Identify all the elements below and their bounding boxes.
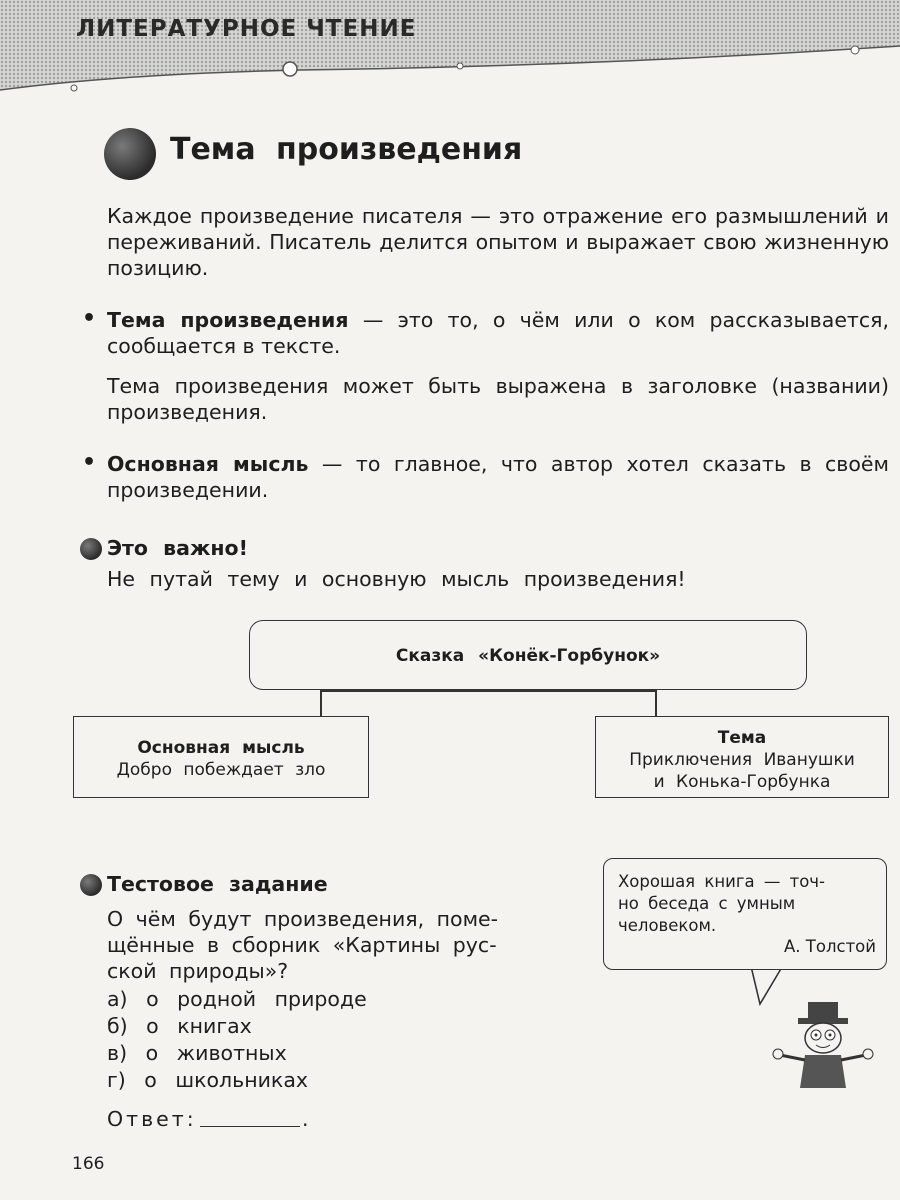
quote-author: А. Толстой	[784, 937, 876, 956]
quote-line: человеком.	[618, 916, 717, 935]
answer-field[interactable]	[200, 1126, 300, 1127]
answer-end: .	[302, 1107, 309, 1131]
diagram-main-idea-box	[73, 716, 369, 798]
test-question-line: ской природы»?	[107, 959, 289, 983]
answer-label: Ответ:	[107, 1107, 197, 1131]
definition-term: Основная мысль	[107, 452, 309, 476]
section-title: Тема произведения	[170, 132, 523, 167]
bullet-dot-icon: •	[82, 450, 97, 475]
diagram-root-label: Сказка «Конёк-Горбунок»	[395, 646, 661, 666]
diagram-connector	[320, 690, 656, 692]
diagram-main-idea-label: Основная мысль	[137, 738, 305, 758]
important-text: Не путай тему и основную мысль произведения!	[107, 567, 686, 591]
test-question-line: О чём будут произведения, поме-	[107, 907, 499, 931]
quote-line: но беседа с умным	[618, 894, 796, 913]
diagram-connector	[320, 690, 322, 718]
diagram-theme-value: Приключения Иванушки	[629, 750, 855, 770]
title-bullet-icon	[104, 128, 156, 180]
bullet-dot-icon: •	[82, 306, 97, 331]
professor-mascot-icon	[760, 1000, 890, 1090]
page-number: 166	[72, 1154, 105, 1174]
definition-term: Тема произведения	[107, 308, 349, 332]
header-band	[0, 0, 900, 100]
definition-main-idea	[107, 451, 889, 503]
theme-note: Тема произведения может быть выражена в заголовке (названии) произведения.	[107, 374, 889, 424]
definition-text: — это то, о чём или о ком рассказывается, сообщается в тексте.	[107, 308, 889, 358]
important-bullet-icon	[80, 538, 102, 560]
definition-theme	[107, 307, 889, 359]
diagram-connector	[655, 690, 657, 718]
test-title: Тестовое задание	[107, 872, 328, 896]
test-question-line: щённые в сборник «Картины рус-	[107, 933, 497, 957]
test-option[interactable]: в) о животных	[107, 1041, 287, 1065]
test-option[interactable]: б) о книгах	[107, 1014, 252, 1038]
header-subject: ЛИТЕРАТУРНОЕ ЧТЕНИЕ	[76, 16, 417, 42]
quote-line: Хорошая книга — точ-	[618, 872, 826, 891]
quote-text	[618, 871, 825, 937]
diagram-theme-label: Тема	[717, 728, 767, 748]
test-question	[107, 906, 587, 984]
quote-bubble	[603, 858, 887, 970]
test-bullet-icon	[80, 874, 102, 896]
diagram-theme-value: и Конька-Горбунка	[653, 772, 831, 792]
diagram-root-box	[249, 620, 807, 690]
header-decoration	[0, 0, 900, 100]
diagram-theme-box	[595, 716, 889, 798]
test-option[interactable]: г) о школьниках	[107, 1068, 309, 1092]
important-title: Это важно!	[107, 536, 248, 560]
diagram-main-idea-value: Добро побеждает зло	[116, 760, 326, 780]
test-option[interactable]: а) о родной природе	[107, 987, 367, 1011]
definition-text: — то главное, что автор хотел сказать в своём произведении.	[107, 452, 889, 502]
section-intro: Каждое произведение писателя — это отражение его размышлений и переживаний. Писатель делится опытом и выражает свою жизненную позицию.	[107, 204, 889, 280]
